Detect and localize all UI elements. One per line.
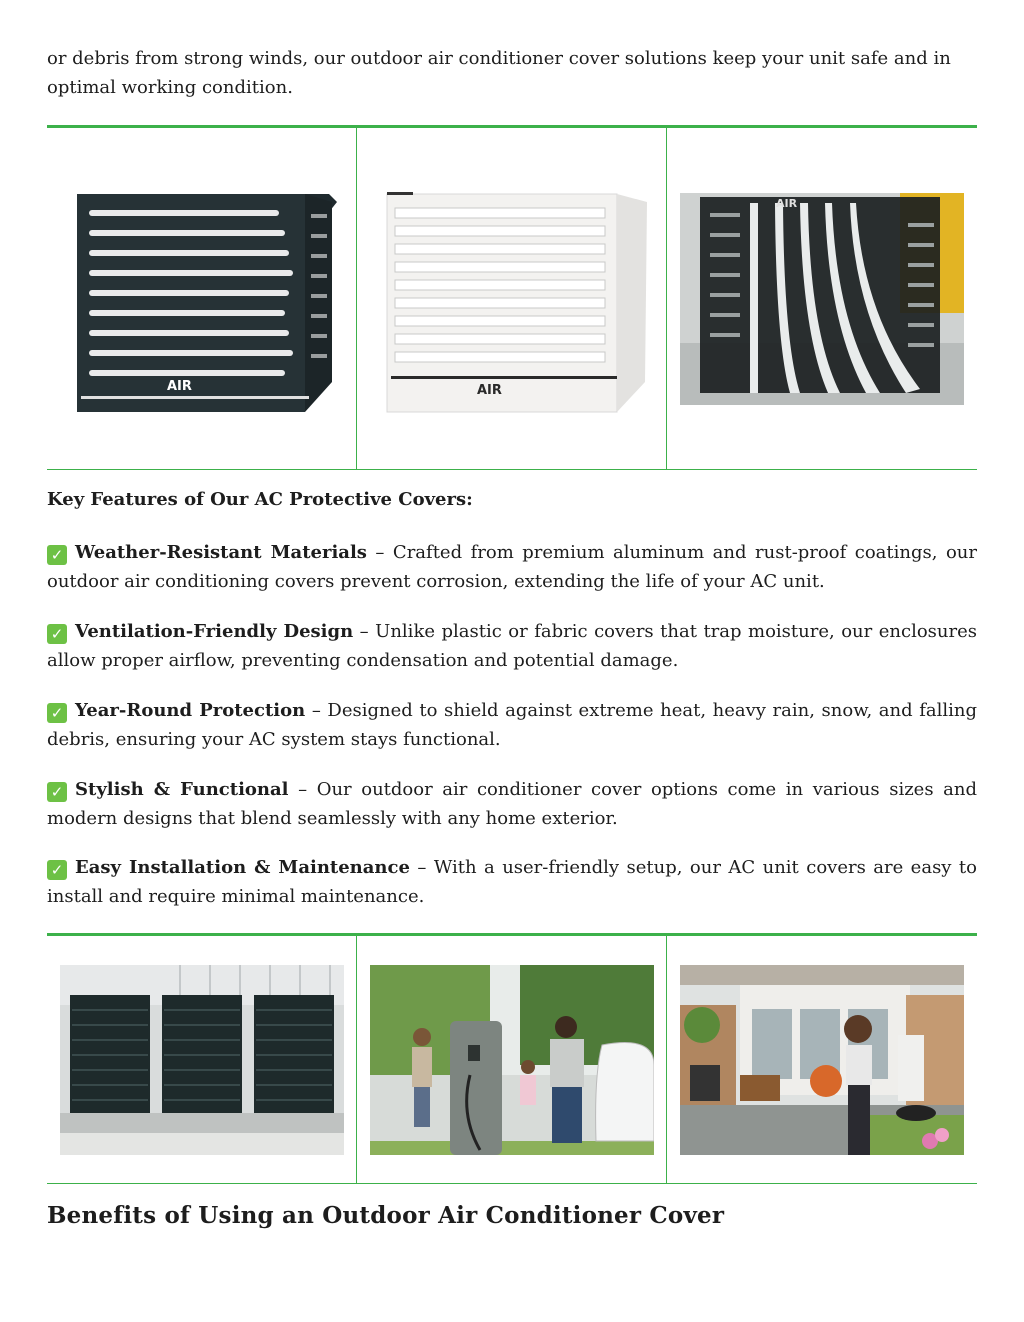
feature-text: – With a user-friendly setup, our AC unit covers are easy to install and require minimal maintenance. (47, 857, 977, 907)
feature-title: Ventilation-Friendly Design (75, 621, 354, 642)
white-cover-cell (357, 128, 667, 469)
white-ac-cover-image (377, 174, 647, 424)
check-mark-icon: ✓ (47, 782, 67, 802)
feature-item (47, 617, 977, 675)
feature-text: – Crafted from premium aluminum and rust-proof coatings, our outdoor air conditioning covers prevent corrosion, extending the life of your AC unit. (47, 542, 977, 592)
feature-text: – Unlike plastic or fabric covers that trap moisture, our enclosures allow proper airflow, preventing condensation and potential damage. (47, 621, 977, 671)
feature-text: – Designed to shield against extreme heat, heavy rain, snow, and falling debris, ensuring your AC system stays functional. (47, 700, 978, 750)
feature-item (47, 538, 977, 596)
feature-title: Easy Installation & Maintenance (75, 857, 410, 878)
check-mark-icon: ✓ (47, 860, 67, 880)
backyard-cell (667, 936, 977, 1183)
rooftop-covers-photo (60, 965, 344, 1155)
ev-charging-family-photo (370, 965, 654, 1155)
intro-paragraph: or debris from strong winds, our outdoor air conditioner cover solutions keep your unit safe and in optimal working condition. (47, 48, 951, 98)
feature-item (47, 853, 977, 911)
features-heading: Key Features of Our AC Protective Covers: (47, 489, 473, 510)
check-mark-icon: ✓ (47, 545, 67, 565)
feature-text: – Our outdoor air conditioner cover options come in various sizes and modern designs that blend seamlessly with any home exterior. (47, 779, 977, 829)
curved-ac-cover-photo (680, 193, 964, 405)
feature-title: Weather-Resistant Materials (75, 542, 367, 563)
feature-title: Stylish & Functional (75, 779, 289, 800)
dark-cover-cell (47, 128, 357, 469)
feature-title: Year-Round Protection (75, 700, 306, 721)
rooftop-covers-cell (47, 936, 357, 1183)
feature-item (47, 696, 977, 754)
check-mark-icon: ✓ (47, 703, 67, 723)
ev-charger-cell (357, 936, 667, 1183)
dark-ac-cover-image (67, 174, 337, 424)
product-image-grid (47, 125, 977, 470)
brand-label: AIR (166, 378, 192, 394)
backyard-girl-basketball-photo (680, 965, 964, 1155)
benefits-heading: Benefits of Using an Outdoor Air Conditioner Cover (47, 1202, 725, 1229)
curved-cover-cell (667, 128, 977, 469)
brand-label: AIR (776, 196, 798, 210)
lifestyle-image-grid (47, 933, 977, 1184)
feature-item (47, 775, 977, 833)
brand-label: AIR (476, 382, 502, 398)
check-mark-icon: ✓ (47, 624, 67, 644)
